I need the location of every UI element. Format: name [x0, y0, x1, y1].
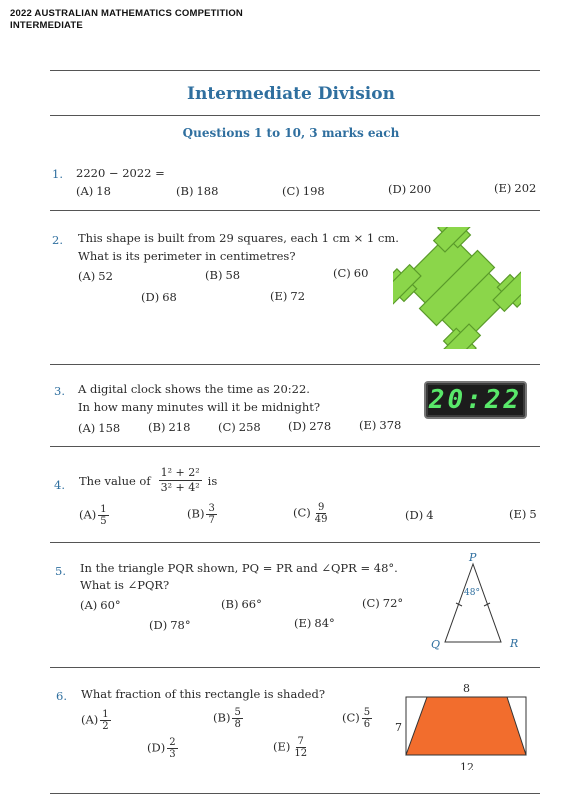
- option-a[interactable]: (A) 18: [76, 184, 111, 198]
- option-e[interactable]: (E) 5: [509, 507, 537, 521]
- question-text: [79, 466, 217, 495]
- question-text-line-2: What is its perimeter in centimetres?: [78, 249, 296, 263]
- question-number: 4.: [54, 478, 65, 492]
- divider: [50, 793, 540, 794]
- rect-label-side: 7: [395, 721, 402, 734]
- fraction: $\frac{\text{1² + 2²}}{\text{3² + 4²}}$: [160, 466, 200, 494]
- option-b[interactable]: (B) 58: [205, 268, 241, 282]
- option-c[interactable]: (C) 72°: [362, 596, 404, 610]
- rect-label-bottom: 12: [460, 761, 474, 770]
- question-text-line-1: A digital clock shows the time as 20:22.: [78, 382, 310, 396]
- question-text-line-2: What is ∠PQR?: [80, 578, 170, 592]
- question-text-line-1: In the triangle PQR shown, PQ = PR and ∠QPR = 48°.: [80, 561, 398, 575]
- green-cross-shape: [393, 227, 521, 349]
- divider: [50, 667, 540, 668]
- option-d[interactable]: (D) $\frac{2}{3}$: [147, 737, 176, 760]
- option-c[interactable]: (C) 258: [218, 420, 261, 434]
- vertex-label-q: Q: [431, 638, 441, 651]
- option-a[interactable]: (A) 52: [78, 269, 113, 283]
- divider: [50, 70, 540, 71]
- question-number: 1.: [52, 167, 63, 181]
- option-b[interactable]: (B) 66°: [221, 597, 262, 611]
- option-e[interactable]: (E) 202: [494, 181, 537, 195]
- angle-label: 48°: [464, 588, 480, 598]
- option-e[interactable]: (E) $\frac{7}{12}$: [273, 736, 308, 759]
- divider: [50, 210, 540, 211]
- option-a[interactable]: (A) 60°: [80, 598, 121, 612]
- vertex-label-p: P: [469, 551, 477, 564]
- question-text-line-2: In how many minutes will it be midnight?: [78, 400, 321, 414]
- divider: [50, 446, 540, 447]
- digital-clock: [424, 381, 527, 419]
- divider: [50, 542, 540, 543]
- divider: [50, 115, 540, 116]
- competition-header: [10, 8, 243, 32]
- option-d[interactable]: (D) 4: [405, 508, 434, 522]
- option-b[interactable]: (B) 218: [148, 420, 191, 434]
- header-line-2: INTERMEDIATE: [10, 20, 83, 31]
- option-b[interactable]: (B) $\frac{3}{7}$: [187, 503, 215, 526]
- clock-digits: 20:22: [428, 385, 523, 415]
- question-number: 5.: [55, 564, 66, 578]
- option-c[interactable]: (C) $\frac{5}{6}$: [342, 707, 371, 730]
- header-line-1: 2022 AUSTRALIAN MATHEMATICS COMPETITION: [10, 8, 243, 19]
- question-number: 3.: [54, 384, 65, 398]
- option-a[interactable]: (A) 158: [78, 421, 121, 435]
- divider: [50, 364, 540, 365]
- question-number: 6.: [56, 689, 67, 703]
- option-c[interactable]: (C) $\frac{9}{49}$: [293, 502, 328, 525]
- option-d[interactable]: (D) 200: [388, 182, 432, 196]
- question-text: What fraction of this rectangle is shaded?: [81, 687, 326, 701]
- option-d[interactable]: (D) 68: [141, 290, 177, 304]
- question-text-after: is: [207, 473, 218, 488]
- question-number: 2.: [52, 233, 63, 247]
- option-c[interactable]: (C) 198: [282, 184, 325, 198]
- option-e[interactable]: (E) 72: [270, 289, 306, 303]
- question-text: 2220 − 2022 =: [76, 166, 165, 180]
- option-a[interactable]: (A) $\frac{1}{5}$: [79, 504, 107, 527]
- question-text-line-1: This shape is built from 29 squares, each 1 cm × 1 cm.: [78, 231, 399, 245]
- option-e[interactable]: (E) 84°: [294, 616, 335, 630]
- option-d[interactable]: (D) 278: [288, 419, 332, 433]
- option-e[interactable]: (E) 378: [359, 418, 402, 432]
- option-a[interactable]: (A) $\frac{1}{2}$: [81, 709, 109, 732]
- vertex-label-r: R: [510, 637, 519, 650]
- division-title: Intermediate Division: [187, 84, 395, 104]
- option-b[interactable]: (B) 188: [176, 184, 219, 198]
- option-c[interactable]: (C) 60: [333, 266, 369, 280]
- question-text-before: The value of: [79, 473, 151, 488]
- section-subtitle: Questions 1 to 10, 3 marks each: [182, 126, 400, 140]
- rect-label-top: 8: [463, 682, 470, 695]
- option-d[interactable]: (D) 78°: [149, 618, 191, 632]
- shaded-rectangle-diagram: [405, 696, 529, 758]
- option-b[interactable]: (B) $\frac{5}{8}$: [213, 707, 241, 730]
